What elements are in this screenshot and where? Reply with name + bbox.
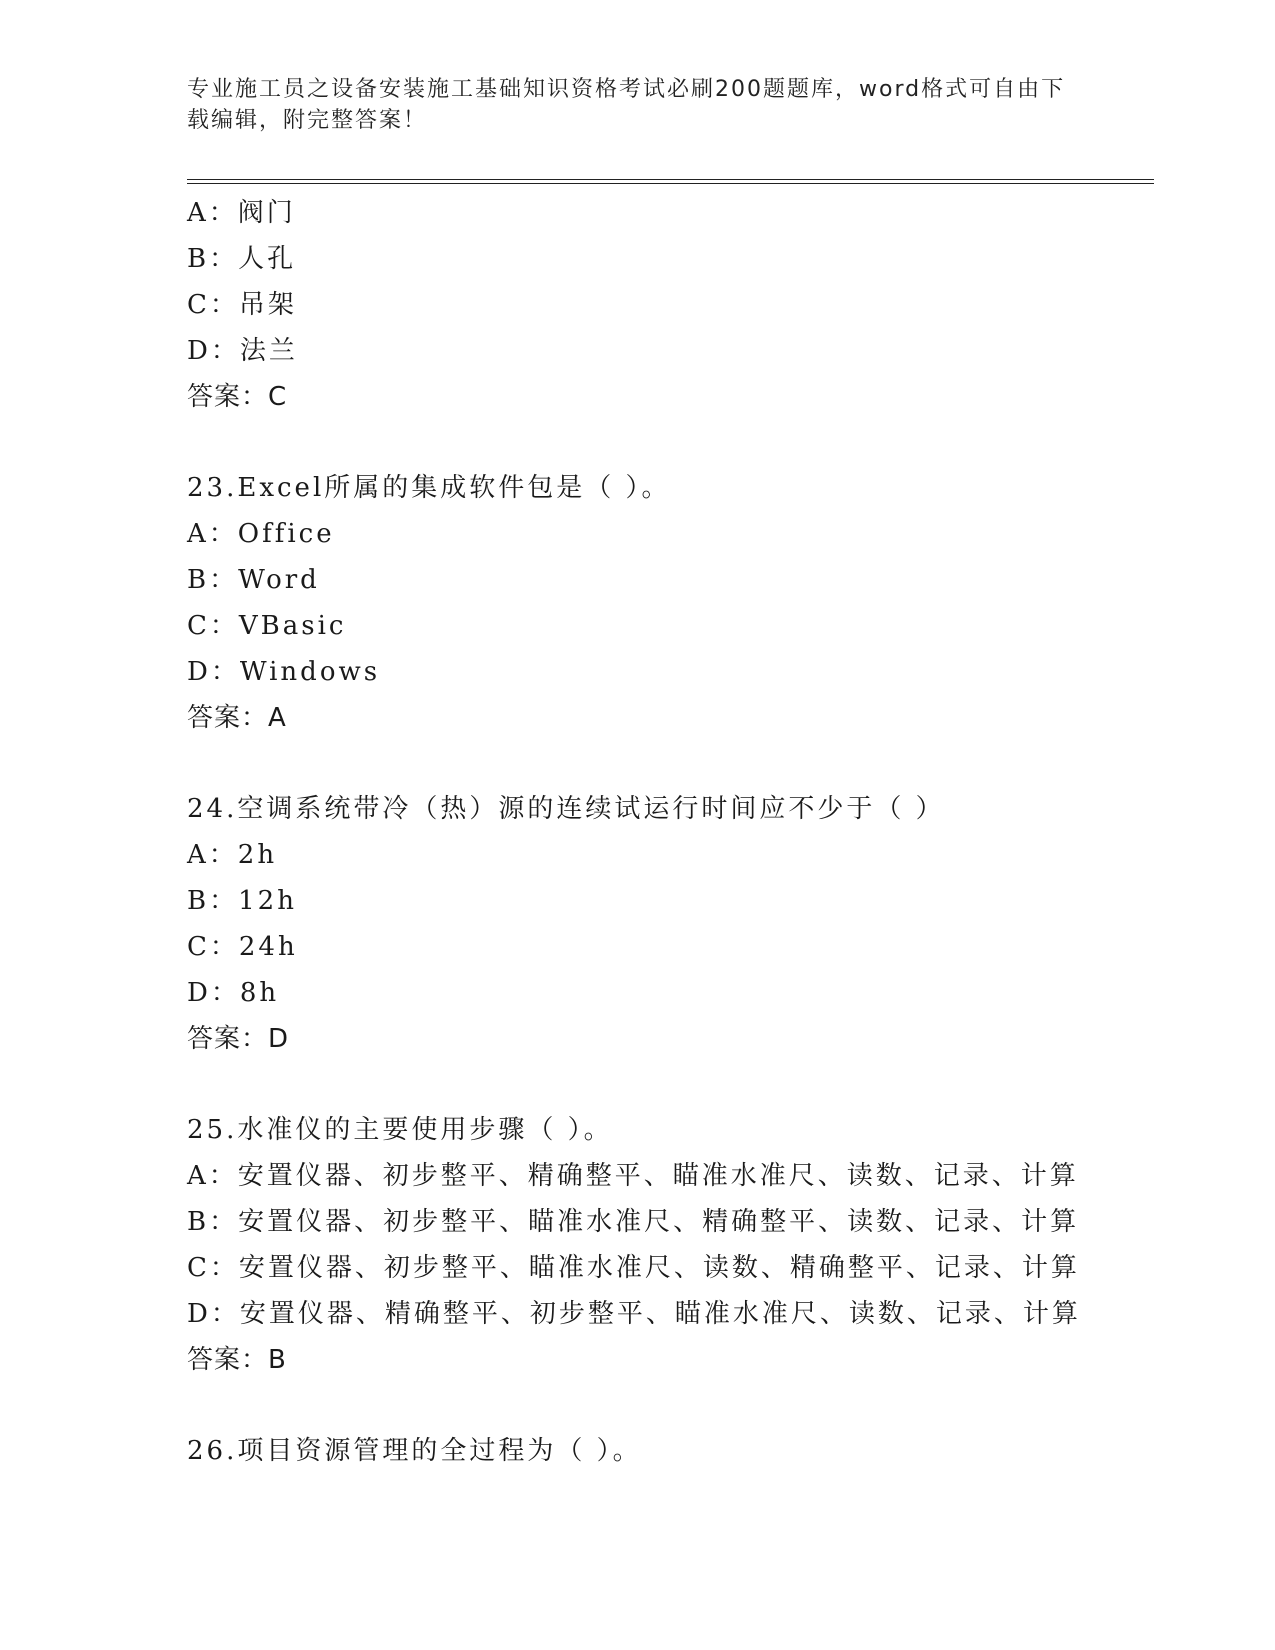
answer: 答案：C <box>187 382 288 412</box>
question-stem: 26.项目资源管理的全过程为（ ）。 <box>187 1436 642 1466</box>
option-d: D：安置仪器、精确整平、初步整平、瞄准水准尺、读数、记录、计算 <box>187 1299 1081 1329</box>
option-b: B：人孔 <box>187 244 297 274</box>
option-a: A：2h <box>187 840 278 870</box>
option-b: B：安置仪器、初步整平、瞄准水准尺、精确整平、读数、记录、计算 <box>187 1207 1080 1237</box>
question-block-26 <box>187 1428 1147 1474</box>
answer: 答案：A <box>187 703 287 733</box>
option-c: C：VBasic <box>187 611 347 641</box>
question-block-23 <box>187 465 1147 741</box>
question-block-25 <box>187 1107 1147 1383</box>
option-a: A：安置仪器、初步整平、精确整平、瞄准水准尺、读数、记录、计算 <box>187 1161 1079 1191</box>
answer: 答案：B <box>187 1345 287 1375</box>
option-b: B：Word <box>187 565 320 595</box>
option-c: C：24h <box>187 932 298 962</box>
header-rule-bottom <box>187 183 1154 184</box>
question-list <box>187 190 1147 1474</box>
question-block-24 <box>187 786 1147 1062</box>
document-header: 专业施工员之设备安装施工基础知识资格考试必刷200题题库，word格式可自由下载编辑，附完整答案！ <box>187 77 1066 133</box>
question-stem: 23.Excel所属的集成软件包是（ ）。 <box>187 473 671 503</box>
option-a: A：Office <box>187 519 335 549</box>
question-block-prev <box>187 190 1147 420</box>
header-rule-top <box>187 179 1154 180</box>
question-stem: 24.空调系统带冷（热）源的连续试运行时间应不少于（ ） <box>187 794 945 824</box>
option-c: C：安置仪器、初步整平、瞄准水准尺、读数、精确整平、记录、计算 <box>187 1253 1080 1283</box>
option-d: D：Windows <box>187 657 381 687</box>
option-a: A：阀门 <box>187 198 296 228</box>
option-b: B：12h <box>187 886 297 916</box>
option-c: C：吊架 <box>187 290 297 320</box>
option-d: D：8h <box>187 978 280 1008</box>
question-stem: 25.水准仪的主要使用步骤（ ）。 <box>187 1115 613 1145</box>
answer: 答案：D <box>187 1024 290 1054</box>
option-d: D：法兰 <box>187 336 298 366</box>
